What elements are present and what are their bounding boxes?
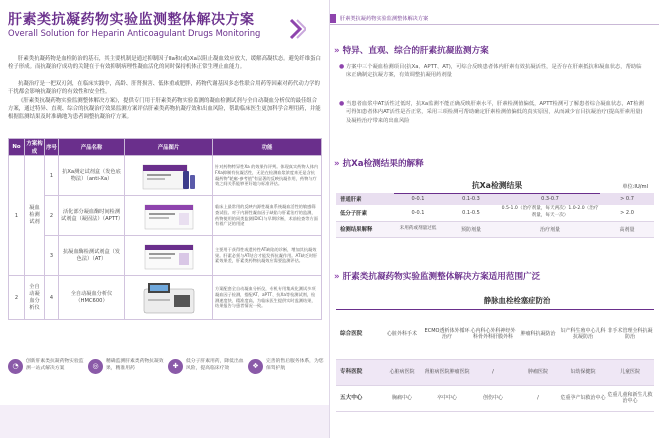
table-row xyxy=(9,156,322,196)
col-header: 产品图片 xyxy=(125,139,213,156)
table-row xyxy=(336,359,654,385)
col-header: 产品名称 xyxy=(59,139,125,156)
cell: 妇产科生殖中心儿科抗凝防治 xyxy=(560,309,606,359)
cell: 肾脏病医院肿瘤医院 xyxy=(424,359,470,385)
seq-number: 1 xyxy=(45,156,59,196)
cell: 0-0.1 xyxy=(394,205,442,221)
header-rule xyxy=(330,24,659,25)
product-function: 主要用于获得性或遗传性AT缺陷的诊断，增加其抗凝效果。肝素必须与AT结合才能发挥抗凝作用。AT缺乏时肝素效果差，肝素类药物抗凝效应需要监测评估。 xyxy=(213,236,322,276)
cell: 未用药或剂量过低 xyxy=(394,221,442,237)
section-title-1 xyxy=(334,44,489,56)
cell: 预防剂量 xyxy=(442,221,500,237)
header-text: 肝素类抗凝药物实验监测整体解决方案 xyxy=(340,16,429,22)
pie-icon: ◔ xyxy=(8,359,23,374)
cell: ECMO透析体外循环治疗 xyxy=(424,309,470,359)
seq-number: 2 xyxy=(45,196,59,236)
anti-xa-table xyxy=(336,179,654,238)
chevron-icon: » xyxy=(334,46,340,56)
bullet-icon: ● xyxy=(339,63,345,70)
row-number: 1 xyxy=(9,156,25,276)
group-label: 凝血检测试剂 xyxy=(25,156,45,276)
product-name: 全自动凝血分析仪（HMC600） xyxy=(59,276,125,320)
target-icon: ◎ xyxy=(88,359,103,374)
bullet-1 xyxy=(339,63,646,80)
col-header: 功能 xyxy=(213,139,322,156)
product-name: 抗凝血酶检测试剂盒（发色法）（AT） xyxy=(59,236,125,276)
row-label: 综合医院 xyxy=(336,309,380,359)
table-row xyxy=(336,221,654,237)
intro-paragraph-2: 抗凝治疗是一把双刃剑，在临床实践中，高龄、肝肾损害、低体重或肥胖，药物代谢基因多态性联合用药等因素对药代动力学的干扰都会影响抗凝治疗的有效性和安全性。 xyxy=(8,81,320,95)
bullet-icon: ● xyxy=(339,100,345,107)
cell: 心脏病医院 xyxy=(380,359,424,385)
unit-label: 单位:IU/ml xyxy=(622,183,649,190)
page-subtitle: Overall Solution for Heparin Anticoagulant Drugs Monitoring xyxy=(8,28,261,38)
row-label: 低分子肝素 xyxy=(336,205,394,221)
chevron-icon: » xyxy=(334,159,340,169)
cell: / xyxy=(470,359,516,385)
medical-cross-icon: ✚ xyxy=(168,359,183,374)
cell: > 0.7 xyxy=(600,193,654,205)
cell: 0-0.1 xyxy=(394,193,442,205)
feature-item xyxy=(8,355,88,395)
vte-caption-row xyxy=(336,294,654,309)
left-page xyxy=(0,0,329,438)
chevron-icon: » xyxy=(334,272,340,282)
cell: 卒中中心 xyxy=(424,385,470,411)
product-image-aptt xyxy=(125,196,213,236)
cell: 创伤中心 xyxy=(470,385,516,411)
cell: 非手术管理全科抗凝防治 xyxy=(606,309,654,359)
table-row xyxy=(336,193,654,205)
cell: 肿瘤科抗凝防治 xyxy=(516,309,560,359)
product-image-analyzer xyxy=(125,276,213,320)
bullet-text: 当患者血浆中AT活性过低时，抗Xa监测不能正确反映肝素水平，肝素检测值偏低，APTT检测可了解患者综合凝血状态，AT检测可得知患者体内AT活性是否正常，采用三项检测可帮助确定肝素检测值偏低的真实原因，从而减少盲目抗凝治疗(提高肝素用量) 及凝栓治疗带来的出血风险 xyxy=(346,101,644,124)
section-title-text: 特异、直观、综合的肝素抗凝监测方案 xyxy=(342,46,489,56)
row-label: 检测结果解释 xyxy=(336,221,394,237)
cell: > 2.0 xyxy=(600,205,654,221)
cell: 妇幼保健院 xyxy=(560,359,606,385)
section-title-text: 肝素类抗凝药物实验监测整体解决方案适用范围广泛 xyxy=(342,272,541,282)
cell: 0.1-0.3 xyxy=(442,193,500,205)
table-row xyxy=(9,276,322,320)
cell: 危重儿童和新生儿救治中心 xyxy=(606,385,654,411)
row-label: 专科医院 xyxy=(336,359,380,385)
feature-item xyxy=(248,355,328,395)
col-header: 序号 xyxy=(45,139,59,156)
product-function: 方案配套全自动凝血分析仪，专机专用集成化测试多项凝血因子检测，搭配AT、aPTT、抗Xa等检测试剂，检测速度快、精准度高，为临床医生提供实时监测结果，结果报告与患者情况一致。 xyxy=(213,276,322,320)
product-table xyxy=(8,138,322,320)
table-row xyxy=(9,236,322,276)
cell: 肿瘤医院 xyxy=(516,359,560,385)
table-row xyxy=(336,309,654,359)
bullet-2 xyxy=(339,100,646,125)
row-number: 2 xyxy=(9,276,25,320)
section-title-text: 抗Xa检测结果的解释 xyxy=(342,159,424,169)
cell: 儿童医院 xyxy=(606,359,654,385)
group-label: 全自动凝血分析仪 xyxy=(25,276,45,320)
intro-paragraph-1: 肝素类抗凝药物是血栓防治的基石，其主要机制是通过抑制因子Ⅱa和(或)Xa以阻止凝血效应放大，缓解高凝状态。避免纤维蛋白栓子形成。而抗凝治疗成功的关键在于有效抑制病理性凝血活化的同时保持机体正常生理止血能力。 xyxy=(8,56,321,70)
feature-item xyxy=(88,355,168,395)
cell: 0.5-1.0（治疗剂量，每天两次）1.0-2.0（治疗剂量，每天一次） xyxy=(500,205,600,221)
col-header: 方案构成 xyxy=(25,139,45,156)
row-label: 五大中心 xyxy=(336,385,380,411)
cell: 0.3-0.7 xyxy=(500,193,600,205)
cell: 心脏外科手术 xyxy=(380,309,424,359)
cell: 胸痛中心 xyxy=(380,385,424,411)
feature-text: 创新肝素类抗凝药物实验监测一站式解决方案 xyxy=(26,359,84,371)
bullet-text: 方案中三个凝血检测项目(抗Xa、APTT、AT)，可综合反映患者体内肝素有效抗凝活性，是否存在肝素抵抗和凝血状态，帮助临床正确制定抗凝方案，有效调整抗凝用药剂量 xyxy=(346,64,642,79)
feature-list xyxy=(8,355,324,425)
vte-caption: 静脉血栓栓塞症防治 xyxy=(380,294,654,309)
cell: 心内科心外科神经外科骨外科肝膜外科 xyxy=(470,309,516,359)
product-function: 针对药物特异性Xa 的效果作评判。体现真实药物人体内FXa抑制有抗凝活性，无论在检测血浆浓度来还是含抗凝药物"轮廓-参考值"有显著的反映抗凝作用，药物与疗效之间关系能够更好地与标准评估。 xyxy=(213,156,322,196)
section-title-3 xyxy=(334,270,540,282)
feature-text: 完善的售后服务体系，为您保驾护航 xyxy=(266,359,324,371)
page-title: 肝素类抗凝药物实验监测整体解决方案 xyxy=(8,12,255,28)
product-name: 活化部分凝血酶时间检测试剂盒（凝固法）（APTT） xyxy=(59,196,125,236)
seq-number: 4 xyxy=(45,276,59,320)
row-label: 普通肝素 xyxy=(336,193,394,205)
header-accent-bar xyxy=(330,14,336,23)
section-title-2 xyxy=(334,157,424,169)
cell: 治疗剂量 xyxy=(500,221,600,237)
anti-xa-caption: 抗Xa检测结果 xyxy=(394,179,600,193)
cell: 0.1-0.5 xyxy=(442,205,500,221)
intro-paragraph-3: 《肝素类抗凝药物实验监测整体解决方案》，提供专门用于肝素类药物实验监测的凝血检测试剂与全自动凝血分析仪的最佳组合方案，通过特异、直观、综合的抗凝治疗效果监测方案评估肝素类药物抗凝疗效和出血风险，帮助临床医生更加科学合理用药，并能根据监测结果及时准确地为患者调整抗凝治疗方案。 xyxy=(8,98,321,120)
seq-number: 3 xyxy=(45,236,59,276)
product-function: 临床上最常用的反映内源性凝血系统凝血活性的敏感筛查试验。对于内源性凝血因子缺陷与肝素治疗的监测，药物使用的同类监测(DIC)与早期诊断，术前检查等方面有着广泛的用途 xyxy=(213,196,322,236)
feature-text: 精确监测肝素类药物抗凝效果，精准用药 xyxy=(106,359,164,371)
service-icon: ❖ xyxy=(248,359,263,374)
product-image-at xyxy=(125,236,213,276)
feature-item xyxy=(168,355,248,395)
right-page xyxy=(330,0,659,438)
vte-scope-table xyxy=(336,294,654,412)
cell: 高剂量 xyxy=(600,221,654,237)
cell: / xyxy=(516,385,560,411)
anti-xa-caption-row xyxy=(336,179,654,193)
table-row xyxy=(336,385,654,411)
feature-text: 低分子肝素用药，降低出血风险，提高临床疗效 xyxy=(186,359,244,371)
running-header xyxy=(330,14,659,23)
table-row xyxy=(9,196,322,236)
product-image-anti-xa xyxy=(125,156,213,196)
cell: 危重孕产妇救治中心 xyxy=(560,385,606,411)
table-row xyxy=(336,205,654,221)
product-table-header xyxy=(9,139,322,156)
chevron-right-icon xyxy=(288,18,306,40)
product-name: 抗Xa测定试剂盒（发色底物法）（anti-Xa） xyxy=(59,156,125,196)
col-header: No xyxy=(9,139,25,156)
